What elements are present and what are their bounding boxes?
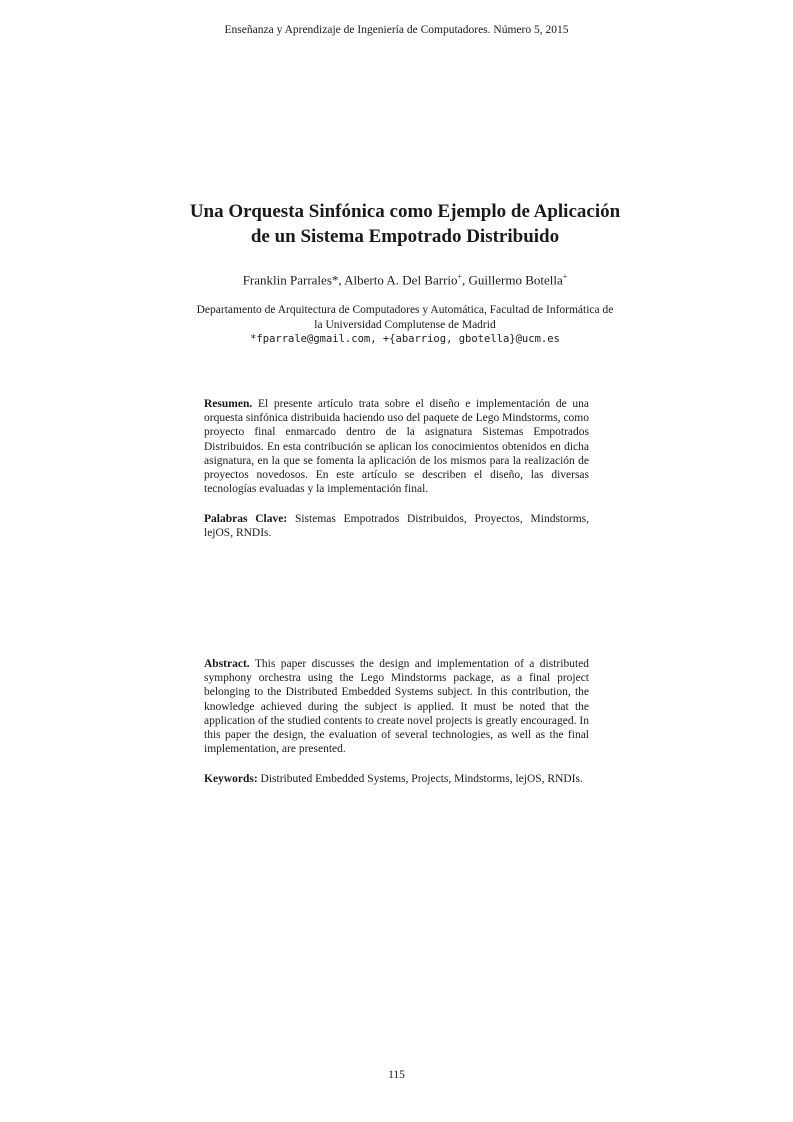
author-list [0,272,793,288]
abstract-text: This paper discusses the design and implementation of a distributed symphony orchestra using the Lego Mindstorms package, as a final project belonging to the Distributed Embedded Systems subject. In this contribution, the knowledge achieved during the subject is applied. It must be noted that the application of the studied contents to create novel projects is greatly encouraged. In this paper the design, the evaluation of several technologies, as well as the final implementation, are presented. [204,658,589,756]
page-number: 115 [388,1069,405,1081]
abstract-label: Abstract. [204,658,250,670]
running-header: Enseñanza y Aprendizaje de Ingeniería de Computadores. Número 5, 2015 [224,24,569,36]
resumen-label: Resumen. [204,398,253,410]
affiliation-line-1: Departamento de Arquitectura de Computadores y Automática, Facultad de Informática de [196,304,614,316]
abstract-paragraph [204,657,589,756]
palabras-clave-paragraph [204,512,589,540]
author-mark-2: + [562,272,568,281]
resumen-text: El presente artículo trata sobre el diseño e implementación de una orquesta sinfónica distribuida haciendo uso del paquete de Lego Mindstorms, como proyecto final enmarcado dentro de la asignatura Sistemas Empotrados Distribuidos. En esta contribución se aplican los conocimientos obtenidos en dicha asignatura, en la que se fomenta la aplicación de los mismos para la realización de proyectos novedosos. En este artículo se describen el diseño, las diversas tecnologías evaluadas y la implementación final. [204,398,589,496]
author-emails: *fparrale@gmail.com, +{abarriog, gbotella}@ucm.es [250,333,560,345]
paper-title [150,199,660,249]
affiliation-line-2: la Universidad Complutense de Madrid [314,318,496,331]
author-names-2: , Guillermo Botella [462,272,563,288]
paper-title-line-1: Una Orquesta Sinfónica como Ejemplo de Aplicación [189,201,621,222]
palabras-clave-label: Palabras Clave: [204,513,288,525]
keywords-label: Keywords: [204,773,258,785]
keywords-paragraph [204,772,589,786]
keywords-text: Distributed Embedded Systems, Projects, Mindstorms, lejOS, RNDIs. [257,773,583,785]
author-names-1: Franklin Parrales*, Alberto A. Del Barrio [242,272,458,288]
resumen-paragraph [204,397,589,496]
paper-title-line-2: de un Sistema Empotrado Distribuido [250,226,560,247]
author-mark-1: + [457,272,463,281]
affiliation [0,303,793,347]
palabras-clave-text: Sistemas Empotrados Distribuidos, Proyectos, Mindstorms, lejOS, RNDIs. [204,513,589,540]
